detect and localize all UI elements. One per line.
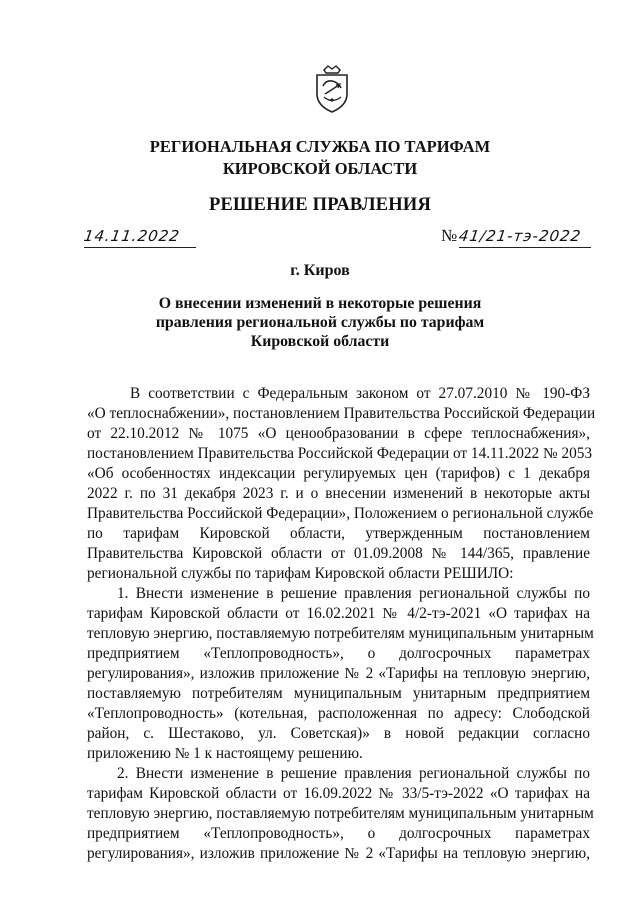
- org-name-line1: РЕГИОНАЛЬНАЯ СЛУЖБА ПО ТАРИФАМ: [149, 137, 491, 156]
- body-line: по тарифам Кировской области, утвержденным постановлением: [87, 525, 590, 542]
- body-line: «Об особенностях индексации регулируемых цен (тарифов) с 1 декабря: [87, 465, 590, 482]
- body-line: Правительства Кировской области от 01.09.2008 № 144/365, правление: [87, 545, 590, 562]
- subject-line: О внесении изменений в некоторые решения: [158, 295, 482, 312]
- body-line: 1. Внести изменение в решение правления региональной службы по: [117, 585, 590, 602]
- body-line: региональной службы по тарифам Кировской области РЕШИЛО:: [87, 565, 514, 582]
- body-line: «О теплоснабжении», постановлением Правительства Российской Федерации: [87, 405, 596, 422]
- body-line: регулирования», изложив приложение № 2 «Тарифы на тепловую энергию,: [87, 845, 590, 862]
- org-name-line2: КИРОВСКОЙ ОБЛАСТИ: [222, 159, 418, 178]
- subject-line: правления региональной службы по тарифам: [155, 314, 485, 331]
- body-line: регулирования», изложив приложение № 2 «Тарифы на тепловую энергию,: [87, 665, 590, 682]
- handwritten-number: [459, 222, 591, 250]
- body-line: район, с. Шестаково, ул. Советская)» в новой редакции согласно: [87, 725, 590, 742]
- document-type-title: РЕШЕНИЕ ПРАВЛЕНИЯ: [208, 195, 432, 215]
- body-line: Правительства Российской Федерации», Положением о региональной службе: [87, 505, 594, 522]
- number-label: №: [441, 226, 458, 245]
- body-line: поставляемую потребителям муниципальным унитарным предприятием: [87, 685, 590, 702]
- coat-of-arms-icon: [314, 64, 350, 114]
- handwritten-date: [84, 226, 196, 250]
- body-line: предприятием «Теплопроводность», о долгосрочных параметрах: [87, 825, 590, 842]
- city: г. Киров: [290, 262, 350, 279]
- body-line: тарифам Кировской области от 16.09.2022 № 33/5-тэ-2022 «О тарифах на: [87, 785, 590, 802]
- date-underline: [84, 247, 196, 248]
- body-line: «Теплопроводность» (котельная, расположенная по адресу: Слободской: [87, 705, 590, 722]
- body-line: 2. Внести изменение в решение правления региональной службы по: [117, 765, 590, 782]
- number-value: 41/21-тэ-2022: [457, 227, 583, 245]
- subject-line: Кировской области: [250, 333, 390, 350]
- body-line: постановлением Правительства Российской Федерации от 14.11.2022 № 2053: [87, 445, 593, 462]
- body-line: 2022 г. по 31 декабря 2023 г. и о внесении изменений в некоторые акты: [87, 485, 590, 502]
- body-line: приложению № 1 к настоящему решению.: [87, 745, 363, 762]
- body-line: тепловую энергию, поставляемую потребителям муниципальным унитарным: [87, 805, 594, 822]
- body-line: В соответствии с Федеральным законом от 27.07.2010 № 190-ФЗ: [130, 385, 590, 402]
- number-underline: [459, 247, 591, 248]
- date-value: 14.11.2022: [82, 227, 182, 245]
- body-line: от 22.10.2012 № 1075 «О ценообразовании в сфере теплоснабжения»,: [87, 425, 590, 442]
- body-line: тарифам Кировской области от 16.02.2021 № 4/2-тэ-2021 «О тарифах на: [87, 605, 590, 622]
- body-line: предприятием «Теплопроводность», о долгосрочных параметрах: [87, 645, 590, 662]
- body-line: тепловую энергию, поставляемую потребителям муниципальным унитарным: [87, 625, 594, 642]
